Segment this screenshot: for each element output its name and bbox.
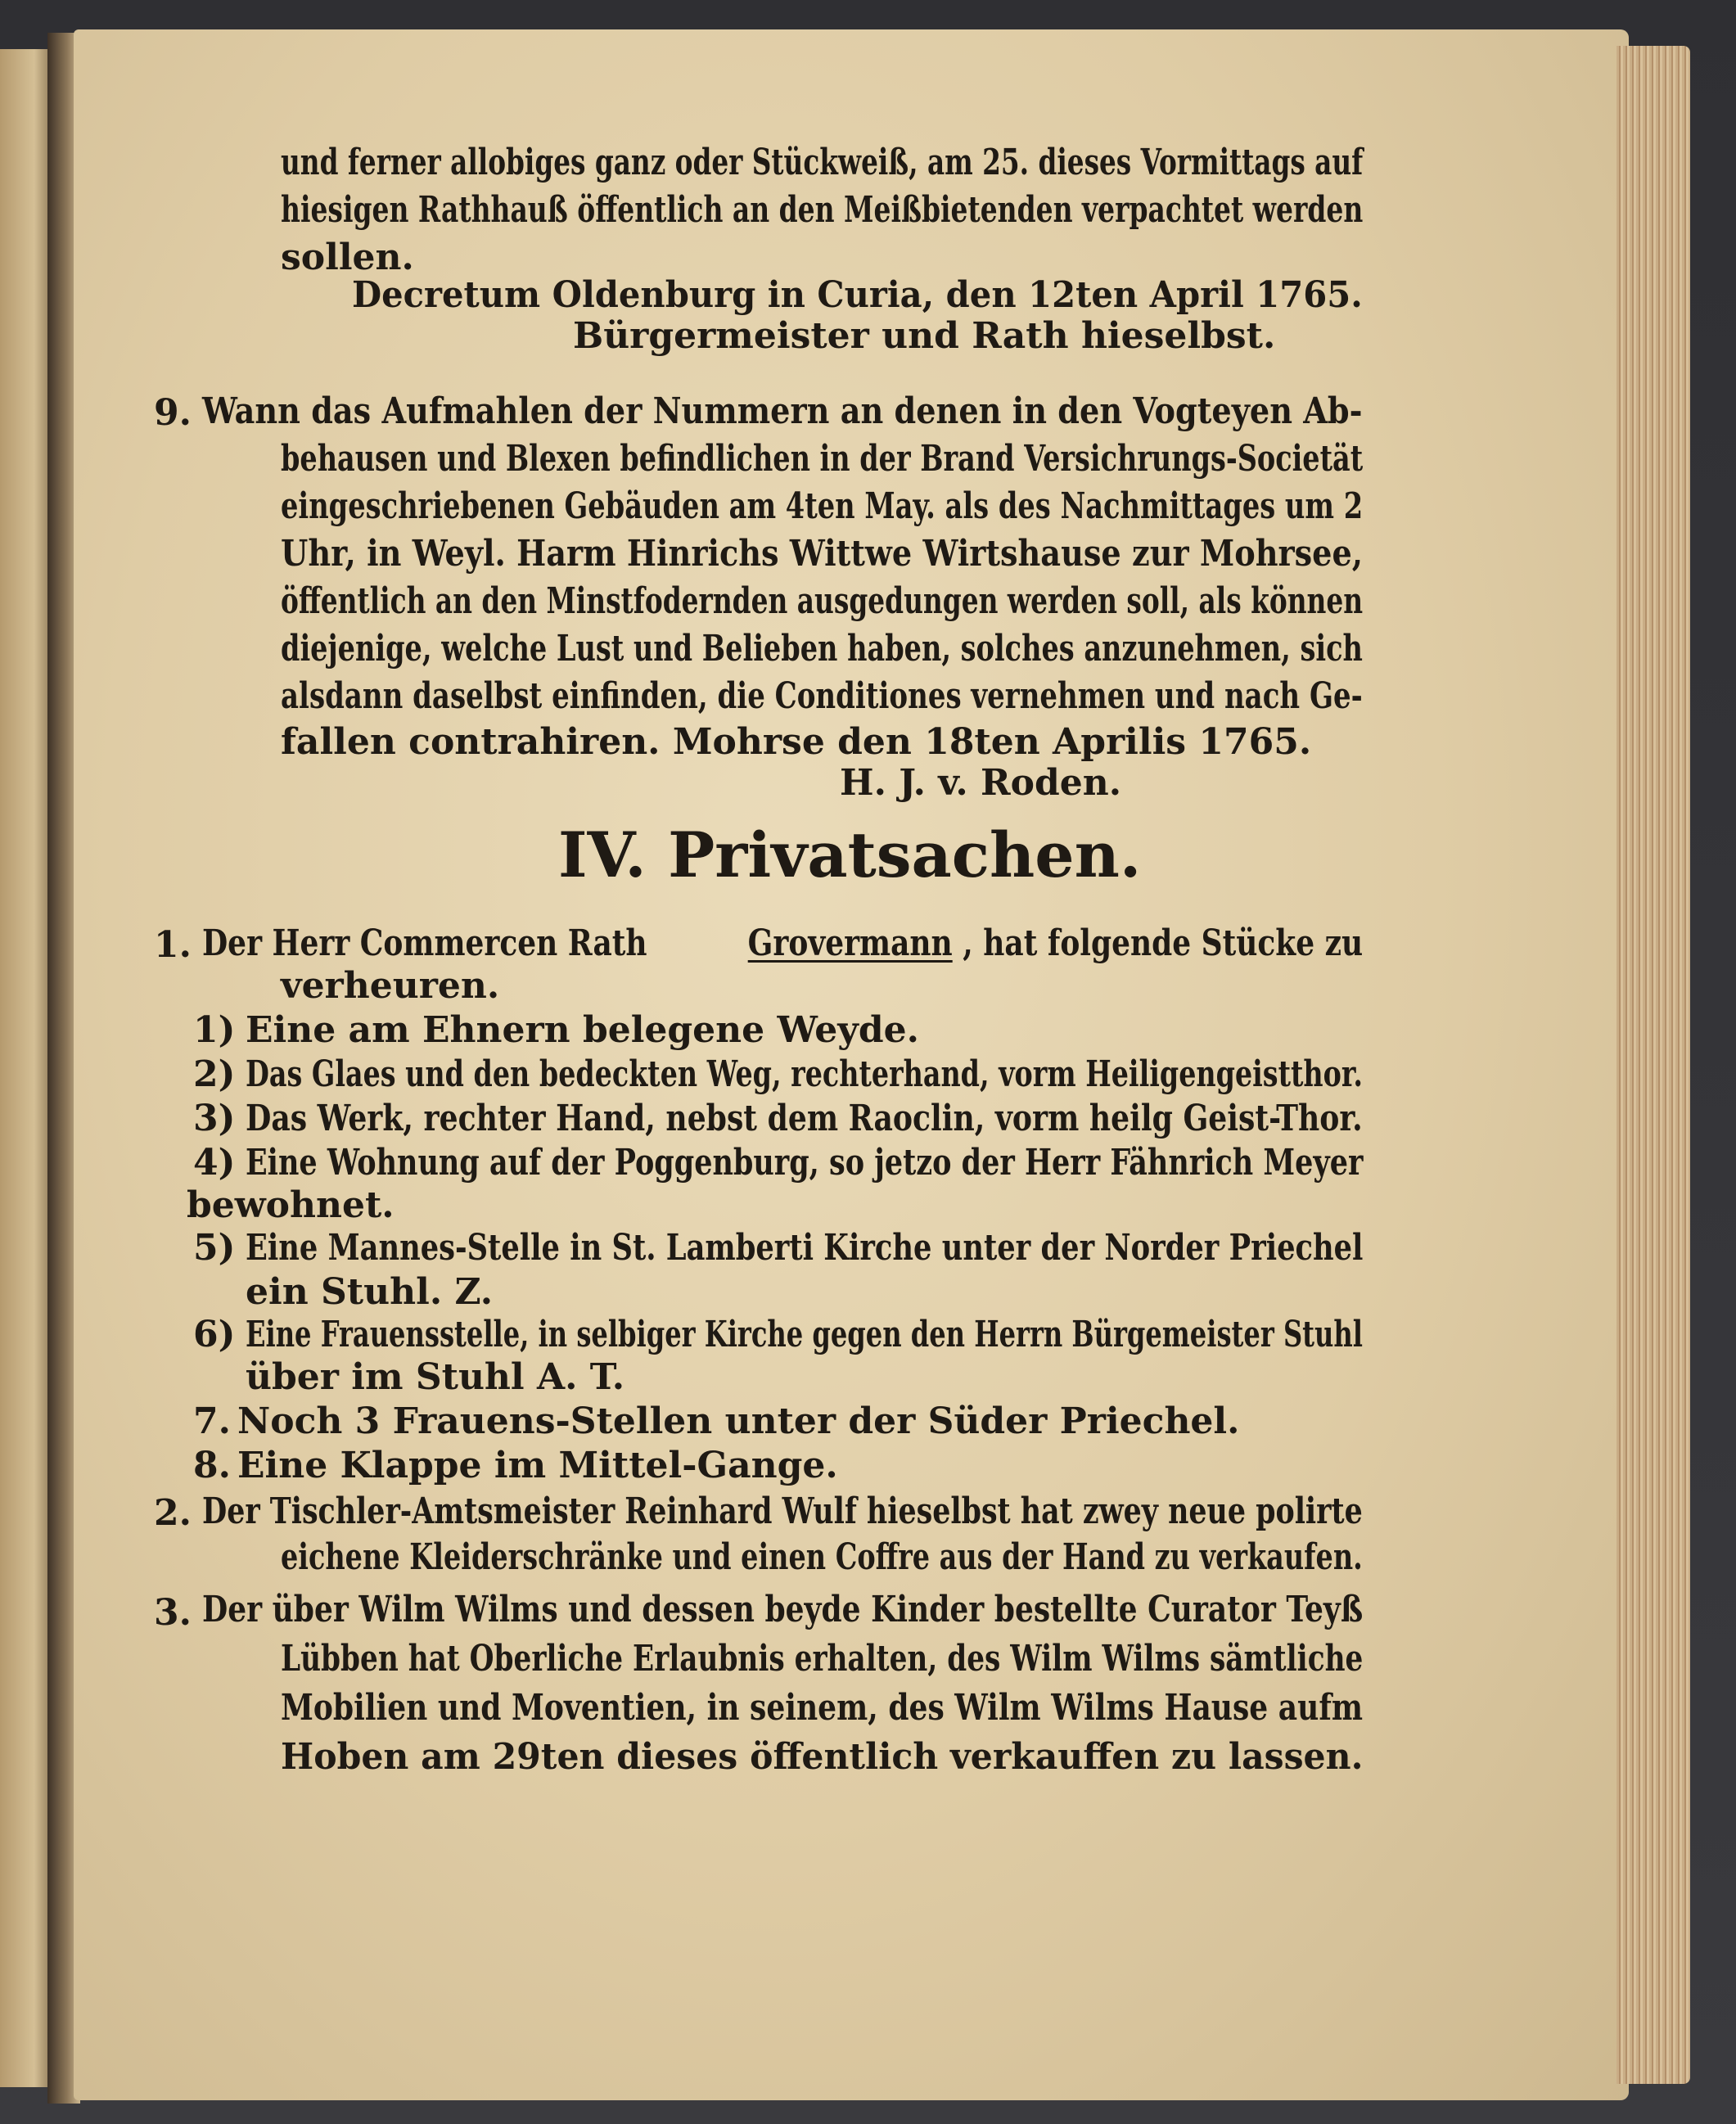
text-line: Mobilien und Moventien, in seinem, des Wilm Wilms Hause aufm bbox=[281, 1687, 1363, 1729]
section-heading: IV. Privatsachen. bbox=[558, 818, 1142, 891]
subitem-text: Eine Mannes-Stelle in St. Lamberti Kirche unter der Norder Priechel bbox=[246, 1227, 1364, 1269]
text-line: Hoben am 29ten dieses öffentlich verkauffen zu lassen. bbox=[281, 1736, 1364, 1778]
subitem-text: Das Glaes und den bedeckten Weg, rechterhand, vorm Heiligengeistthor. bbox=[246, 1053, 1363, 1095]
signature: H. J. v. Roden. bbox=[840, 762, 1122, 804]
subitem-label: 6) bbox=[193, 1314, 236, 1355]
text-line: fallen contrahiren. Mohrse den 18ten Aprilis 1765. bbox=[281, 721, 1312, 763]
text-line: Der Tischler-Amtsmeister Reinhard Wulf hieselbst hat zwey neue polirte bbox=[202, 1490, 1363, 1532]
subitem-label: 5) bbox=[193, 1227, 236, 1269]
text-line: Der über Wilm Wilms und dessen beyde Kinder bestellte Curator Teyß bbox=[202, 1589, 1364, 1630]
underlined-name: Grovermann bbox=[747, 922, 953, 964]
subitem-label: 3) bbox=[193, 1098, 236, 1139]
date-line: Decretum Oldenburg in Curia, den 12ten April 1765. bbox=[352, 274, 1363, 316]
text-line: eingeschriebenen Gebäuden am 4ten May. als des Nachmittages um 2 bbox=[281, 485, 1364, 527]
subitem-text: über im Stuhl A. T. bbox=[246, 1356, 625, 1398]
subitem-text: Eine am Ehnern belegene Weyde. bbox=[246, 1009, 919, 1051]
text-line: Wann das Aufmahlen der Nummern an denen in den Vogteyen Ab- bbox=[202, 390, 1363, 432]
text-line: Lübben hat Oberliche Erlaubnis erhalten, des Wilm Wilms sämtliche bbox=[281, 1638, 1364, 1680]
subitem-label: 7. bbox=[193, 1400, 231, 1442]
text-line: behausen und Blexen befindlichen in der Brand Versichrungs-Societät bbox=[281, 438, 1364, 480]
text-fragment: Der Herr Commercen Rath bbox=[202, 922, 647, 964]
subitem-text: Noch 3 Frauens-Stellen unter der Süder Priechel. bbox=[237, 1400, 1240, 1442]
text-line: Uhr, in Weyl. Harm Hinrichs Wittwe Wirtshause zur Mohrsee, bbox=[281, 533, 1364, 575]
item-number: 1. bbox=[154, 924, 192, 966]
subitem-label: 8. bbox=[193, 1445, 231, 1486]
subitem-text: Das Werk, rechter Hand, nebst dem Raoclin, vorm heilg Geist-Thor. bbox=[246, 1098, 1363, 1139]
subitem-text: Eine Wohnung auf der Poggenburg, so jetzo der Herr Fähnrich Meyer bbox=[246, 1142, 1364, 1184]
text-line: öffentlich an den Minstfodernden ausgedungen werden soll, als können bbox=[281, 580, 1364, 622]
text-line: diejenige, welche Lust und Belieben haben, solches anzunehmen, sich bbox=[281, 628, 1363, 670]
subitem-text: bewohnet. bbox=[187, 1184, 395, 1226]
text-line: eichene Kleiderschränke und einen Coffre aus der Hand zu verkaufen. bbox=[281, 1536, 1363, 1578]
text-line: verheuren. bbox=[281, 965, 500, 1007]
signature: Bürgermeister und Rath hieselbst. bbox=[573, 315, 1276, 357]
item-number: 2. bbox=[154, 1492, 192, 1534]
subitem-label: 1) bbox=[193, 1009, 236, 1051]
subitem-label: 2) bbox=[193, 1053, 236, 1095]
subitem-label: 4) bbox=[193, 1142, 236, 1184]
subitem-text: Eine Klappe im Mittel-Gange. bbox=[237, 1445, 838, 1486]
text-line: und ferner allobiges ganz oder Stückweiß, am 25. dieses Vormittags auf bbox=[281, 142, 1364, 183]
subitem-text: Eine Frauensstelle, in selbiger Kirche gegen den Herrn Bürgemeister Stuhl bbox=[246, 1314, 1363, 1355]
item-number: 3. bbox=[154, 1592, 192, 1634]
text-line bbox=[202, 922, 1363, 966]
subitem-text: ein Stuhl. Z. bbox=[246, 1271, 494, 1313]
text-line: hiesigen Rathhauß öffentlich an den Meißbietenden verpachtet werden bbox=[281, 189, 1364, 231]
item-number: 9. bbox=[154, 392, 192, 434]
text-line: alsdann daselbst einfinden, die Conditiones vernehmen und nach Ge- bbox=[281, 675, 1363, 717]
text-fragment: , hat folgende Stücke zu bbox=[963, 922, 1364, 964]
text-line: sollen. bbox=[281, 237, 414, 278]
